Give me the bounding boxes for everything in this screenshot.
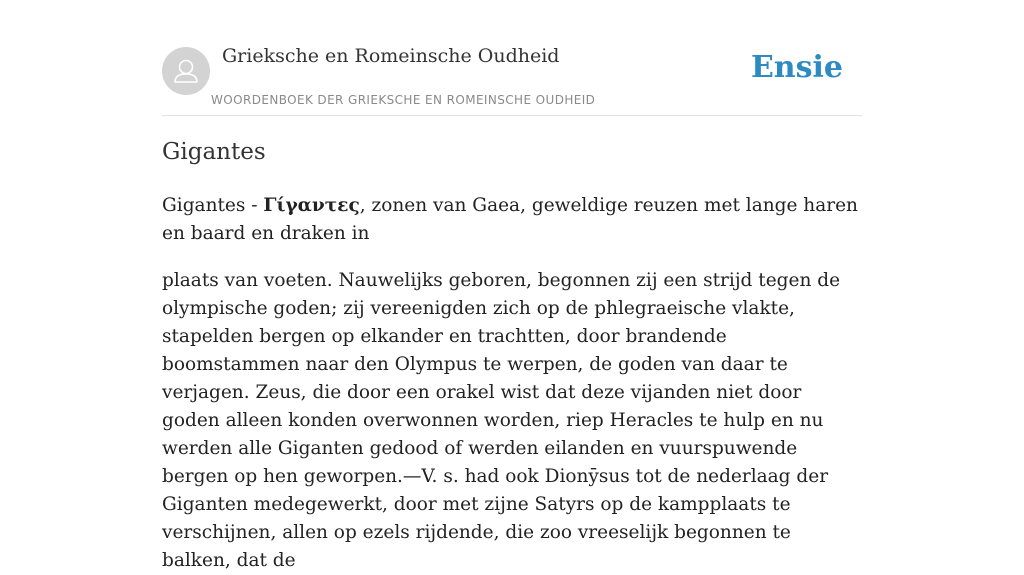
article-title: Gigantes <box>162 139 266 165</box>
article-intro <box>162 192 862 248</box>
site-subtitle: WOORDENBOEK DER GRIEKSCHE EN ROMEINSCHE OUDHEID <box>211 93 596 107</box>
site-title[interactable]: Grieksche en Romeinsche Oudheid <box>222 45 560 67</box>
user-silhouette-icon <box>162 47 210 95</box>
ensie-logo[interactable]: Ensie <box>750 50 843 85</box>
intro-text: , zonen van Gaea, geweldige reuzen met lange haren en baard en draken in <box>162 195 858 244</box>
page <box>162 0 862 571</box>
article-body: plaats van voeten. Nauwelijks geboren, begonnen zij een strijd tegen de olympische goden; zij vereenigden zich op de phlegraeische vlakte, stapelden bergen op elkander en trachtten, door brandende boomstammen naar den Olympus te werpen, de goden van daar te verjagen. Zeus, die door een orakel wist dat deze vijanden niet door goden alleen konden overwonnen worden, riep Heracles te hulp en nu werden alle Giganten gedood of werden eilanden en vuurspuwende bergen op hen geworpen.—V. s. had ook Dionȳsus tot de nederlaag der Giganten medegewerkt, door met zijne Satyrs op de kampplaats te verschijnen, allen op ezels rijdende, die zoo vreeselijk begonnen te balken, dat de <box>162 270 841 571</box>
intro-separator: - <box>245 195 264 216</box>
intro-greek-term: Γίγαντες <box>263 195 360 216</box>
site-header <box>162 0 862 116</box>
intro-term: Gigantes <box>162 195 246 216</box>
avatar[interactable] <box>162 47 210 95</box>
